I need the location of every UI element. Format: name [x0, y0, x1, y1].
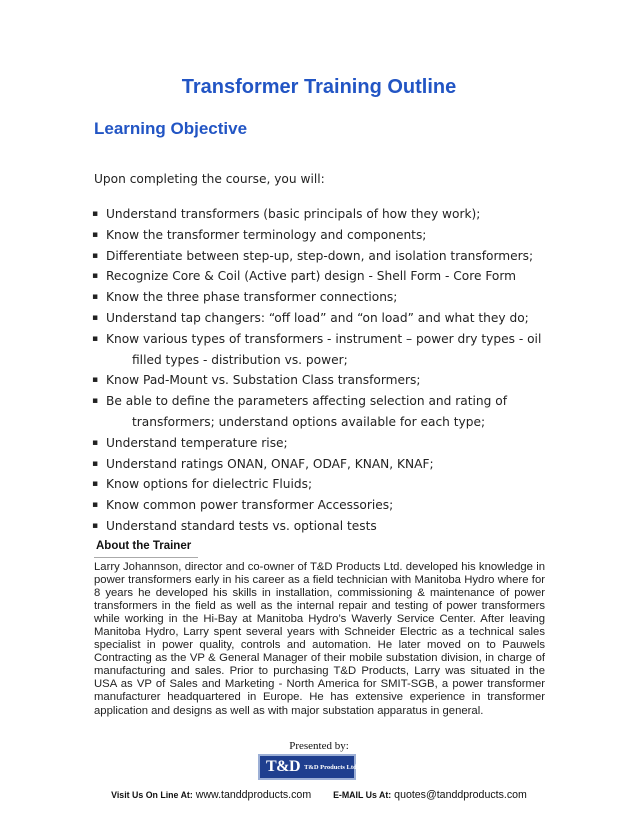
list-item — [92, 391, 562, 433]
list-item-text: Understand temperature rise; — [106, 435, 288, 450]
learning-objective-heading: Learning Objective — [94, 119, 248, 138]
intro-text: Upon completing the course, you will: — [94, 172, 325, 186]
objectives-list — [92, 204, 562, 537]
list-item-text: Be able to define the parameters affecting selection and rating of — [106, 394, 507, 409]
company-logo — [258, 754, 356, 780]
list-item — [92, 266, 562, 287]
list-item — [92, 516, 562, 537]
list-item — [92, 454, 562, 475]
list-item-text: Understand transformers (basic principals of how they work); — [106, 207, 481, 221]
list-item — [92, 287, 562, 308]
list-item — [92, 495, 562, 516]
email-label: E-MAIL Us At: — [333, 790, 392, 800]
web-label: Visit Us On Line At: — [111, 790, 193, 800]
list-item-text: Understand tap changers: “off load” and “on load” and what they do; — [106, 310, 529, 325]
list-item-text: Know the transformer terminology and components; — [106, 227, 427, 242]
list-item — [92, 204, 562, 225]
list-item-text: Know various types of transformers - instrument – power dry types - oil — [106, 331, 542, 346]
list-item — [92, 329, 562, 371]
website-link[interactable]: www.tanddproducts.com — [195, 789, 312, 801]
list-item-continuation: filled types - distribution vs. power; — [132, 352, 348, 367]
email-link[interactable]: quotes@tanddproducts.com — [394, 789, 527, 801]
list-item-text: Understand ratings ONAN, ONAF, ODAF, KNAN, KNAF; — [106, 456, 434, 471]
list-item-text: Know options for dielectric Fluids; — [106, 477, 313, 492]
list-item — [92, 246, 562, 267]
list-item — [92, 370, 562, 391]
list-item — [92, 308, 562, 329]
list-item-continuation: transformers; understand options available for each type; — [132, 414, 486, 429]
list-item-text: Recognize Core & Coil (Active part) design - Shell Form - Core Form — [106, 269, 517, 284]
presented-by-label: Presented by: — [289, 740, 349, 752]
heading-divider — [94, 557, 198, 558]
list-item — [92, 225, 562, 246]
list-item — [92, 433, 562, 454]
page-title: Transformer Training Outline — [181, 76, 457, 98]
list-item-text: Differentiate between step-up, step-down, and isolation transformers; — [106, 248, 534, 263]
logo-text: T&D Products Ltd — [304, 763, 357, 771]
list-item-text: Know common power transformer Accessories; — [106, 498, 394, 513]
list-item — [92, 474, 562, 495]
list-item-text: Understand standard tests vs. optional tests — [106, 518, 377, 533]
logo-mark: T&D — [266, 758, 301, 775]
trainer-bio: Larry Johannson, director and co-owner of T&D Products Ltd. developed his knowledge in power transformers early in his career as a field technician with Manitoba Hydro where for 8 years he developed his skills in installation, commissioning & maintenance of power transformers in the field as well as the internal repair and testing of power transformers while working in the Hi-Bay at Manitoba Hydro’s Waverly Service Center. After leaving Manitoba Hydro, Larry spent several years with Schneider Electric as a technical sales specialist in power quality, controls and automation. He later moved on to Pauwels Contracting as the VP & General Manager of their mobile substation division, in charge of manufacturing and sales. Prior to purchasing T&D Products, Larry was situated in the USA as VP of Sales and Marketing - North America for SMIT-SGB, a power transformer manufacturer headquartered in Europe. He has extensive experience in transformer application and designs as well as with major substation apparatus in general. — [94, 561, 545, 717]
about-trainer-heading: About the Trainer — [96, 540, 192, 552]
list-item-text: Know the three phase transformer connections; — [106, 290, 398, 305]
list-item-text: Know Pad-Mount vs. Substation Class transformers; — [106, 373, 421, 388]
footer — [0, 789, 638, 801]
